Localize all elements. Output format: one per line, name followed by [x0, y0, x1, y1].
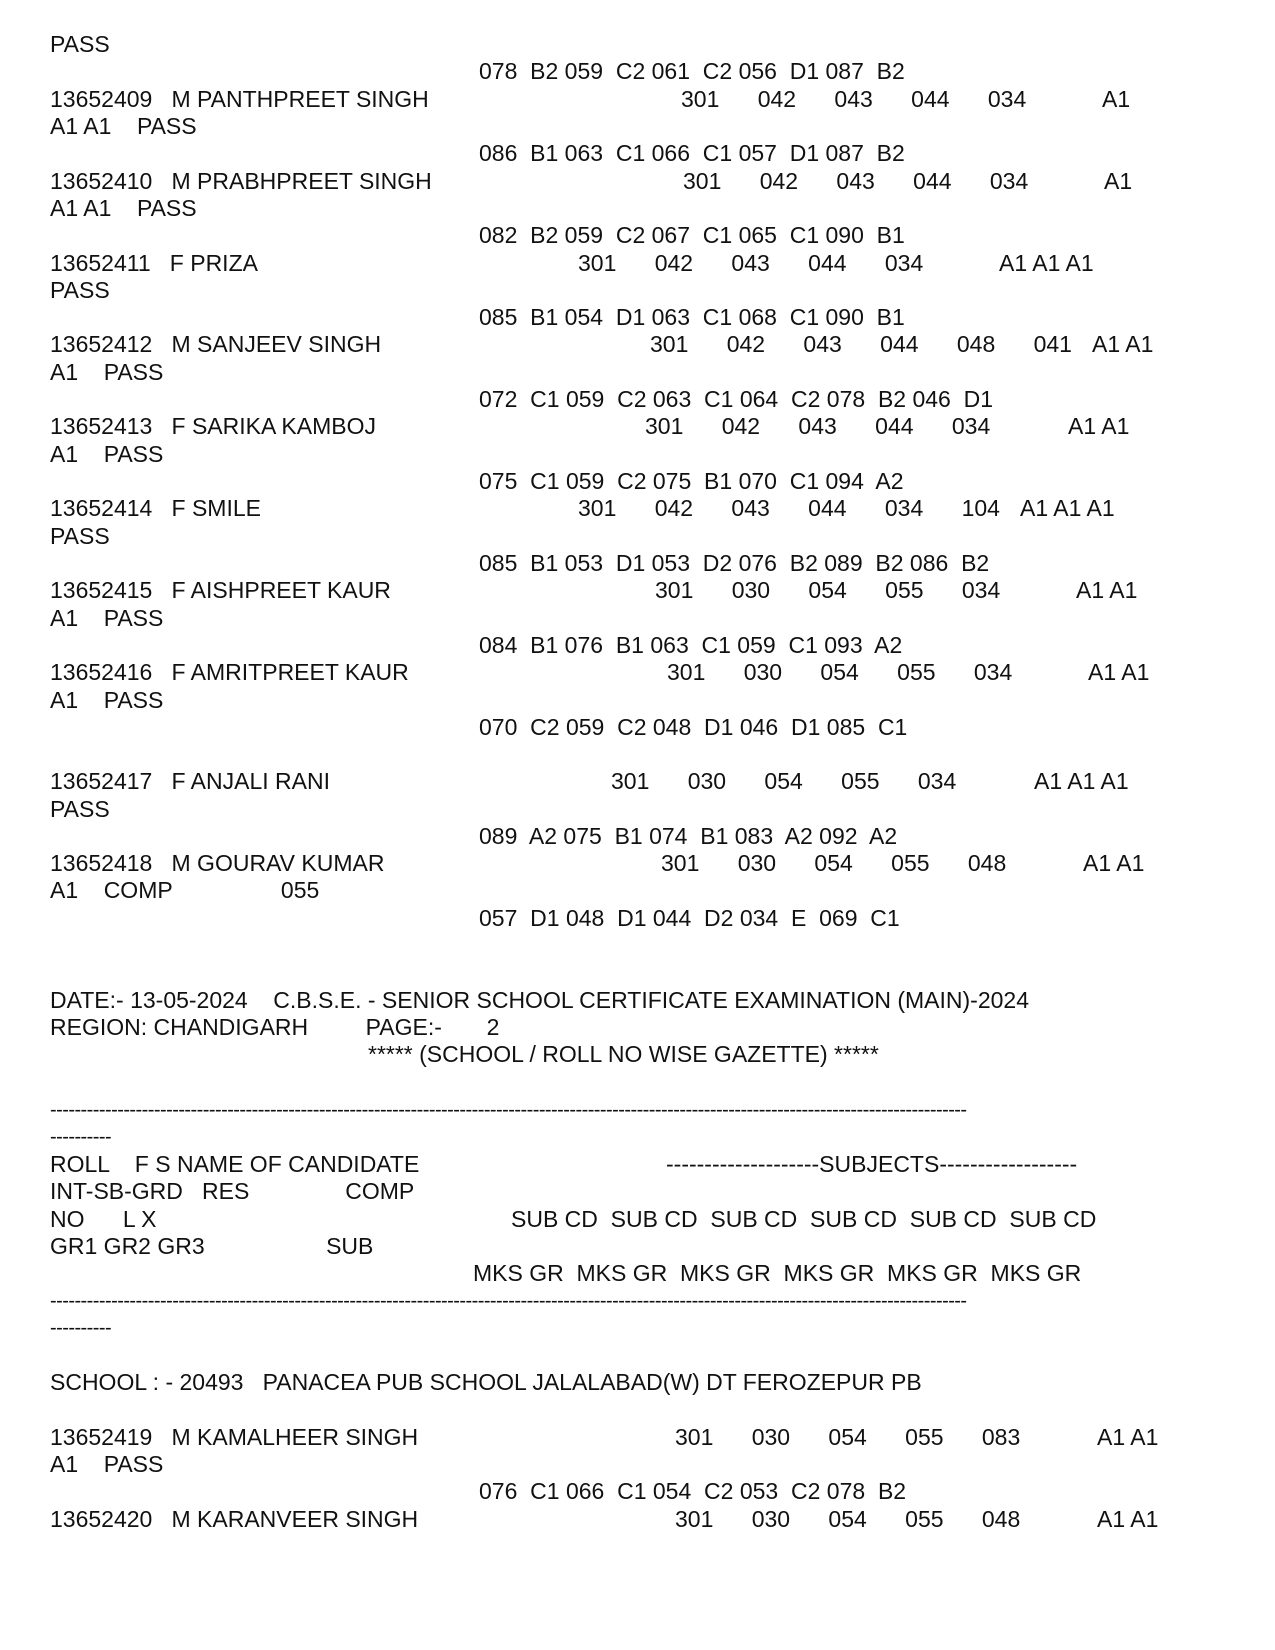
marks-line: 084 B1 076 B1 063 C1 059 C1 093 A2	[479, 632, 903, 658]
grades: A1 A1 A1	[1034, 768, 1129, 794]
column-header: GR1 GR2 GR3 SUB	[50, 1233, 374, 1259]
separator-rule: ----------	[50, 1317, 112, 1339]
result-line: A1 PASS	[50, 687, 164, 713]
grades: A1 A1	[1097, 1506, 1159, 1532]
candidate-line: 13652412 M SANJEEV SINGH	[50, 331, 382, 357]
candidate-line: 13652413 F SARIKA KAMBOJ	[50, 413, 376, 439]
gazette-title: ***** (SCHOOL / ROLL NO WISE GAZETTE) *****	[368, 1041, 879, 1067]
marks-line: 086 B1 063 C1 066 C1 057 D1 087 B2	[479, 140, 905, 166]
result-line: A1 PASS	[50, 359, 164, 385]
candidate-line: 13652409 M PANTHPREET SINGH	[50, 86, 429, 112]
candidate-line: 13652419 M KAMALHEER SINGH	[50, 1424, 419, 1450]
result-line: A1 A1 PASS	[50, 113, 197, 139]
column-header: INT-SB-GRD RES COMP	[50, 1178, 415, 1204]
marks-line: 082 B2 059 C2 067 C1 065 C1 090 B1	[479, 222, 905, 248]
result-line: A1 A1 PASS	[50, 195, 197, 221]
subject-codes: 301 030 054 055 083	[675, 1424, 1021, 1450]
column-header: ROLL F S NAME OF CANDIDATE	[50, 1151, 420, 1177]
grades: A1 A1	[1097, 1424, 1159, 1450]
result-line: PASS	[50, 796, 110, 822]
marks-line: 070 C2 059 C2 048 D1 046 D1 085 C1	[479, 714, 908, 740]
subject-codes: 301 042 043 044 034 104	[578, 495, 1000, 521]
grades: A1 A1 A1	[1020, 495, 1115, 521]
grades: A1	[1102, 86, 1131, 112]
grades: A1 A1	[1083, 850, 1145, 876]
sub-cd-header: SUB CD SUB CD SUB CD SUB CD SUB CD SUB CD	[511, 1206, 1097, 1232]
school-header: SCHOOL : - 20493 PANACEA PUB SCHOOL JALALABAD(W) DT FEROZEPUR PB	[50, 1369, 922, 1395]
result-line: PASS	[50, 523, 110, 549]
candidate-line: 13652415 F AISHPREET KAUR	[50, 577, 391, 603]
grades: A1	[1104, 168, 1133, 194]
result-line: PASS	[50, 277, 110, 303]
subject-codes: 301 042 043 044 048 041	[650, 331, 1072, 357]
result-line: A1 PASS	[50, 605, 164, 631]
subject-codes: 301 030 054 055 034	[611, 768, 957, 794]
subject-codes: 301 030 054 055 048	[675, 1506, 1021, 1532]
grades: A1 A1	[1068, 413, 1130, 439]
marks-line: 089 A2 075 B1 074 B1 083 A2 092 A2	[479, 823, 898, 849]
candidate-line: 13652416 F AMRITPREET KAUR	[50, 659, 409, 685]
marks-line: 075 C1 059 C2 075 B1 070 C1 094 A2	[479, 468, 904, 494]
marks-line: 057 D1 048 D1 044 D2 034 E 069 C1	[479, 905, 900, 931]
marks-line: 085 B1 053 D1 053 D2 076 B2 089 B2 086 B2	[479, 550, 990, 576]
marks-line: 072 C1 059 C2 063 C1 064 C2 078 B2 046 D1	[479, 386, 994, 412]
subject-codes: 301 042 043 044 034	[645, 413, 991, 439]
subject-codes: 301 030 054 055 034	[655, 577, 1001, 603]
grades: A1 A1	[1076, 577, 1138, 603]
pass-status: PASS	[50, 31, 110, 57]
subject-codes: 301 042 043 044 034	[578, 250, 924, 276]
marks-line: 076 C1 066 C1 054 C2 053 C2 078 B2	[479, 1478, 907, 1504]
subject-codes: 301 042 043 044 034	[683, 168, 1029, 194]
column-header: NO L X	[50, 1206, 157, 1232]
candidate-line: 13652417 F ANJALI RANI	[50, 768, 330, 794]
grades: A1 A1 A1	[999, 250, 1094, 276]
separator-rule: ----------	[50, 1126, 112, 1148]
candidate-line: 13652418 M GOURAV KUMAR	[50, 850, 385, 876]
result-line: A1 PASS	[50, 1451, 164, 1477]
subject-codes: 301 030 054 055 034	[667, 659, 1013, 685]
candidate-line: 13652420 M KARANVEER SINGH	[50, 1506, 419, 1532]
subjects-header: --------------------SUBJECTS------------------	[666, 1151, 1078, 1177]
candidate-line: 13652410 M PRABHPREET SINGH	[50, 168, 432, 194]
result-line: A1 PASS	[50, 441, 164, 467]
region-header: REGION: CHANDIGARH PAGE:- 2	[50, 1014, 500, 1040]
separator-rule: ------------------------------------------------------------------------------------------------------------------------------------------------------	[50, 1290, 967, 1312]
candidate-line: 13652411 F PRIZA	[50, 250, 258, 276]
grades: A1 A1	[1092, 331, 1154, 357]
grades: A1 A1	[1088, 659, 1150, 685]
subject-codes: 301 042 043 044 034	[681, 86, 1027, 112]
mks-gr-header: MKS GR MKS GR MKS GR MKS GR MKS GR MKS GR	[473, 1260, 1082, 1286]
marks-line: 078 B2 059 C2 061 C2 056 D1 087 B2	[479, 58, 905, 84]
date-header: DATE:- 13-05-2024 C.B.S.E. - SENIOR SCHOOL CERTIFICATE EXAMINATION (MAIN)-2024	[50, 987, 1029, 1013]
subject-codes: 301 030 054 055 048	[661, 850, 1007, 876]
marks-line: 085 B1 054 D1 063 C1 068 C1 090 B1	[479, 304, 905, 330]
separator-rule: ------------------------------------------------------------------------------------------------------------------------------------------------------	[50, 1099, 967, 1121]
candidate-line: 13652414 F SMILE	[50, 495, 261, 521]
result-line: A1 COMP 055	[50, 877, 320, 903]
